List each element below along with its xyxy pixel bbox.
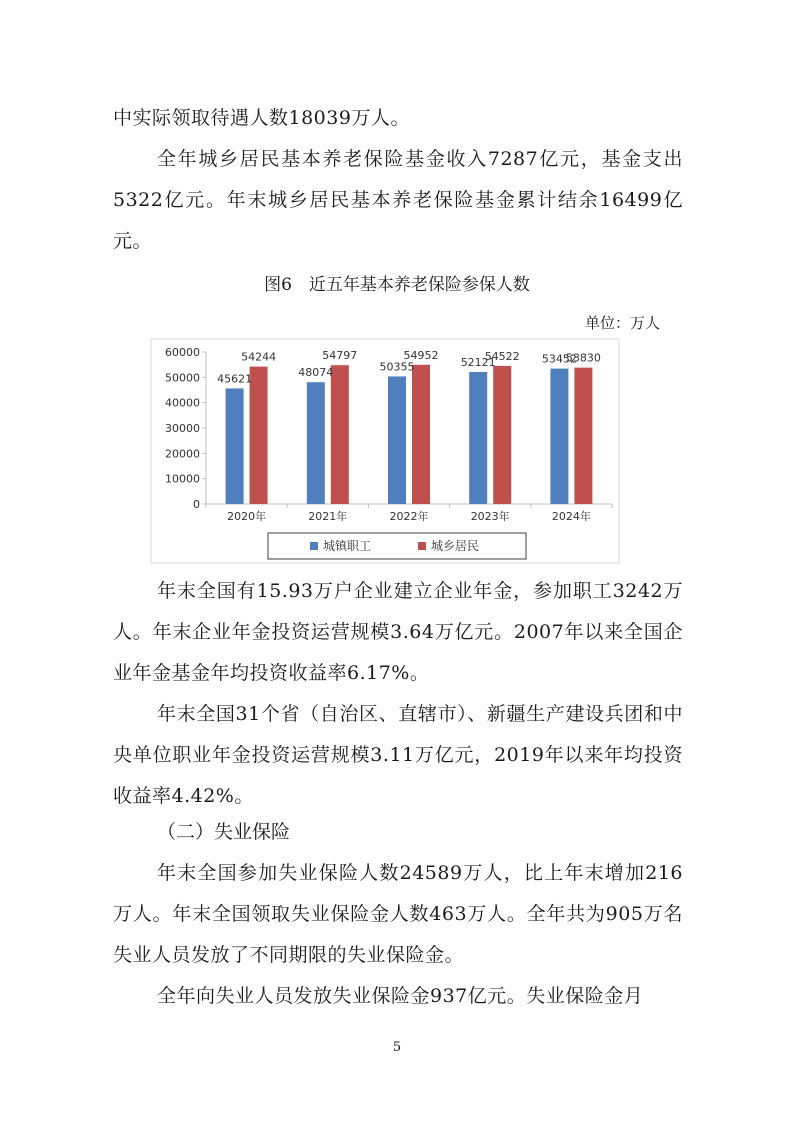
figure-unit: 单位：万人 (584, 314, 660, 332)
x-tick-label: 2020年 (227, 510, 267, 523)
bar-urban-employee (469, 372, 487, 504)
bar-urban-rural-resident (331, 365, 349, 504)
bar-urban-employee (388, 376, 406, 504)
bar-value-label: 45621 (217, 372, 253, 386)
bar-value-label: 54244 (241, 350, 277, 364)
bar-value-label: 52121 (460, 355, 496, 369)
bar-urban-rural-resident (250, 367, 268, 504)
paragraph-retirees: 中实际领取待遇人数18039万人。 (113, 107, 410, 129)
bar-value-label: 48074 (298, 366, 334, 380)
bar-urban-rural-resident (574, 368, 592, 504)
x-tick-label: 2021年 (308, 510, 348, 523)
y-tick-label: 30000 (165, 422, 200, 435)
bar-urban-employee (226, 388, 244, 504)
x-tick-label: 2022年 (389, 510, 429, 523)
bar-urban-employee (307, 382, 325, 504)
figure-title: 图6 近五年基本养老保险参保人数 (264, 275, 530, 295)
y-tick-label: 20000 (165, 447, 200, 461)
legend-swatch (310, 542, 318, 550)
paragraph-enterprise-annuity: 年末全国有15.93万户企业建立企业年金，参加职工3242万人。年末企业年金投资运营规模3.64万亿元。2007年以来全国企业年金基金年均投资收益率6.17%。 (113, 580, 683, 684)
legend-label: 城镇职工 (323, 539, 372, 553)
bar-value-label: 54797 (322, 349, 358, 363)
paragraph-unemployment-insurance: 年末全国参加失业保险人数24589万人，比上年末增加216万人。年末全国领取失业保险金人数463万人。全年共为905万名失业人员发放了不同期限的失业保险金。 (113, 862, 683, 966)
pension-enrollment-chart (150, 338, 620, 564)
section-heading-unemployment: （二）失业保险 (157, 821, 291, 843)
page-number: 5 (392, 1040, 402, 1055)
x-tick-label: 2024年 (551, 510, 591, 523)
y-tick-label: 40000 (165, 396, 200, 410)
bar-value-label: 53830 (565, 351, 601, 365)
y-tick-label: 10000 (165, 472, 200, 486)
bar-value-label: 54522 (484, 349, 520, 363)
legend-swatch (418, 542, 426, 550)
paragraph-occupational-annuity: 年末全国31个省（自治区、直辖市）、新疆生产建设兵团和中央单位职业年金投资运营规模3.11万亿元，2019年以来年均投资收益率4.42%。 (113, 703, 683, 807)
bar-value-label: 54952 (403, 348, 439, 362)
x-tick-label: 2023年 (470, 510, 510, 523)
bar-urban-employee (550, 369, 568, 504)
legend-label: 城乡居民 (431, 539, 480, 553)
y-tick-label: 0 (193, 498, 200, 511)
chart-legend-box (268, 533, 526, 559)
bar-value-label: 50355 (379, 360, 415, 374)
paragraph-resident-pension-fund: 全年城乡居民基本养老保险基金收入7287亿元，基金支出5322亿元。年末城乡居民基本养老保险基金累计结余16499亿元。 (113, 148, 683, 252)
bar-value-label: 53452 (541, 352, 577, 366)
paragraph-unemployment-benefits: 全年向失业人员发放失业保险金937亿元。失业保险金月 (157, 985, 644, 1007)
y-tick-label: 50000 (165, 371, 200, 385)
bar-urban-rural-resident (412, 365, 430, 504)
y-tick-label: 60000 (165, 346, 200, 359)
bar-urban-rural-resident (493, 366, 511, 504)
